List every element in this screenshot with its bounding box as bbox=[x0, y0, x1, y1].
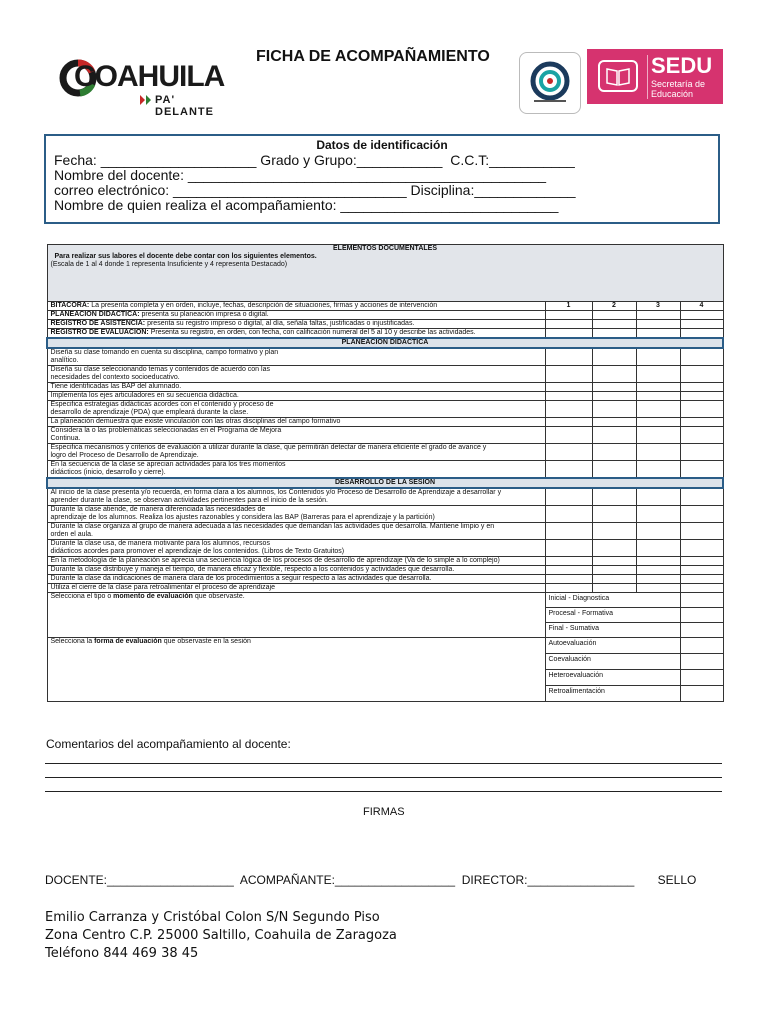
score-cell[interactable] bbox=[636, 523, 680, 540]
score-cell[interactable] bbox=[592, 329, 636, 339]
criterio-item: Durante la clase distribuye y maneja el tiempo, de manera eficaz y flexible, respecto a los contenidos y actividades que desarrolla. bbox=[47, 566, 545, 575]
scale-header: 2 bbox=[592, 302, 636, 311]
score-cell[interactable] bbox=[680, 383, 723, 392]
table-row bbox=[47, 392, 723, 401]
identification-box bbox=[44, 134, 720, 224]
criterio-item: Durante la clase da indicaciones de manera clara de los procedimientos a seguir respecto a las actividades que desarrolla. bbox=[47, 575, 545, 584]
planeacion-header: PLANEACIÓN DIDÁCTICA bbox=[47, 338, 723, 348]
sedu-logo bbox=[587, 49, 723, 104]
score-cell[interactable] bbox=[545, 506, 592, 523]
score-cell[interactable] bbox=[592, 401, 636, 418]
score-cell[interactable] bbox=[680, 506, 723, 523]
score-cell[interactable] bbox=[636, 557, 680, 566]
criterio-item: Especifica mecanismos y criterios de evaluación a utilizar durante la clase, que permitirán detectar de manera eficiente el grado de avance y logro del Proceso de Desarrollo de Aprendizaje. bbox=[47, 444, 545, 461]
score-cell[interactable] bbox=[592, 540, 636, 557]
criterio-item: Diseña su clase seleccionando temas y contenidos de acuerdo con las necesidades del contexto socioeducativo. bbox=[47, 366, 545, 383]
criterio-item: Implementa los ejes articuladores en su secuencia didáctica. bbox=[47, 392, 545, 401]
score-cell[interactable] bbox=[680, 523, 723, 540]
scale-header: 3 bbox=[636, 302, 680, 311]
criterio-item: Durante la clase organiza al grupo de manera adecuada a las necesidades que demandan las actividades que desarrolla. Mantiene limpio y en orden el aula. bbox=[47, 523, 545, 540]
address-line-1: Emilio Carranza y Cristóbal Colon S/N Segundo Piso bbox=[45, 910, 380, 925]
option-check-cell[interactable] bbox=[680, 593, 723, 608]
table-row bbox=[47, 593, 723, 608]
score-cell[interactable] bbox=[545, 444, 592, 461]
score-cell[interactable] bbox=[545, 311, 592, 320]
table-row bbox=[47, 638, 723, 654]
score-cell[interactable] bbox=[545, 418, 592, 427]
score-cell[interactable] bbox=[680, 584, 723, 593]
documentos-title: ELEMENTOS DOCUMENTALES bbox=[333, 245, 437, 252]
table-row bbox=[47, 418, 723, 427]
score-cell[interactable] bbox=[680, 566, 723, 575]
score-cell[interactable] bbox=[636, 506, 680, 523]
table-row bbox=[47, 348, 723, 366]
criterio-item: Tiene identificadas las BAP del alumnado. bbox=[47, 383, 545, 392]
score-cell[interactable] bbox=[636, 461, 680, 479]
score-cell[interactable] bbox=[636, 444, 680, 461]
score-cell[interactable] bbox=[592, 383, 636, 392]
table-row bbox=[47, 366, 723, 383]
score-cell[interactable] bbox=[545, 329, 592, 339]
book-icon bbox=[597, 59, 639, 95]
score-cell[interactable] bbox=[636, 320, 680, 329]
score-cell[interactable] bbox=[545, 557, 592, 566]
score-cell[interactable] bbox=[592, 320, 636, 329]
desarrollo-header: DESARROLLO DE LA SESIÓN bbox=[47, 478, 723, 488]
criterio-item: Al inicio de la clase presenta y/o recuerda, en forma clara a los alumnos, los Contenidos y/o Proceso de Desarrollo de Aprendizaje a desarrollar y aprender durante la clase, se observan actividades pertinentes para el inicio de la sesión. bbox=[47, 488, 545, 506]
score-cell[interactable] bbox=[545, 540, 592, 557]
comment-line[interactable] bbox=[45, 777, 722, 778]
score-cell[interactable] bbox=[592, 366, 636, 383]
score-cell[interactable] bbox=[545, 392, 592, 401]
table-row bbox=[47, 584, 723, 593]
score-cell[interactable] bbox=[592, 488, 636, 506]
evaluation-table bbox=[46, 244, 724, 702]
evaluation-option[interactable]: Coevaluación bbox=[545, 654, 680, 670]
desarrollo-header-row bbox=[47, 478, 723, 488]
score-cell[interactable] bbox=[592, 461, 636, 479]
documentos-subtitle: Para realizar sus labores el docente debe contar con los siguientes elementos. bbox=[54, 253, 317, 260]
score-cell[interactable] bbox=[680, 392, 723, 401]
documentos-header bbox=[47, 245, 723, 302]
momento-evaluacion-prompt: Selecciona el tipo o momento de evaluación que observaste. bbox=[47, 593, 545, 638]
score-cell[interactable] bbox=[592, 506, 636, 523]
table-row bbox=[47, 311, 723, 320]
table-row bbox=[47, 523, 723, 540]
signature-fields[interactable]: DOCENTE:___________________ ACOMPAÑANTE:__________________ DIRECTOR:________________ SELLO bbox=[45, 873, 697, 887]
evaluation-option[interactable]: Inicial - Diagnostica bbox=[545, 593, 680, 608]
score-cell[interactable] bbox=[680, 540, 723, 557]
score-cell[interactable] bbox=[680, 348, 723, 366]
logo-wordmark: COAHUILA bbox=[74, 60, 225, 93]
score-cell[interactable] bbox=[545, 584, 592, 593]
score-cell[interactable] bbox=[680, 418, 723, 427]
score-cell[interactable] bbox=[592, 392, 636, 401]
score-cell[interactable] bbox=[680, 401, 723, 418]
score-cell[interactable] bbox=[592, 348, 636, 366]
score-cell[interactable] bbox=[545, 401, 592, 418]
planeacion-header-row bbox=[47, 338, 723, 348]
score-cell[interactable] bbox=[680, 575, 723, 584]
documento-item: BITACORA: La presenta completa y en orden, incluye, fechas, descripción de situaciones, firmas y acciones de intervención bbox=[47, 302, 545, 311]
coahuila-logo bbox=[58, 58, 225, 118]
score-cell[interactable] bbox=[592, 557, 636, 566]
table-row bbox=[47, 401, 723, 418]
identification-heading: Datos de identificación bbox=[316, 138, 448, 152]
table-row bbox=[47, 540, 723, 557]
comment-line[interactable] bbox=[45, 791, 722, 792]
score-cell[interactable] bbox=[680, 329, 723, 339]
table-row bbox=[47, 566, 723, 575]
score-cell[interactable] bbox=[592, 444, 636, 461]
criterio-item: Especifica estrategias didácticas acordes con el contenido y proceso de desarrollo de aprendizaje (PDA) que empleará durante la clase. bbox=[47, 401, 545, 418]
table-row bbox=[47, 461, 723, 479]
score-cell[interactable] bbox=[636, 488, 680, 506]
criterio-item: Considera la o las problemáticas seleccionadas en el Programa de Mejora Continua. bbox=[47, 427, 545, 444]
documento-item: PLANEACIÓN DIDÁCTICA: presenta su planeación impresa o digital. bbox=[47, 311, 545, 320]
score-cell[interactable] bbox=[545, 427, 592, 444]
score-cell[interactable] bbox=[636, 427, 680, 444]
school-seal bbox=[519, 52, 581, 114]
score-cell[interactable] bbox=[680, 311, 723, 320]
scale-note: (Escala de 1 al 4 donde 1 representa Insuficiente y 4 representa Destacado) bbox=[50, 261, 288, 268]
score-cell[interactable] bbox=[636, 566, 680, 575]
table-row bbox=[47, 320, 723, 329]
address-line-2: Zona Centro C.P. 25000 Saltillo, Coahuila de Zaragoza bbox=[45, 928, 397, 943]
score-cell[interactable] bbox=[680, 461, 723, 479]
scale-header: 4 bbox=[680, 302, 723, 311]
score-cell[interactable] bbox=[680, 366, 723, 383]
table-row bbox=[47, 575, 723, 584]
score-cell[interactable] bbox=[636, 584, 680, 593]
option-check-cell[interactable] bbox=[680, 654, 723, 670]
score-cell[interactable] bbox=[545, 566, 592, 575]
score-cell[interactable] bbox=[636, 348, 680, 366]
evaluation-option[interactable]: Retroalimentación bbox=[545, 686, 680, 702]
score-cell[interactable] bbox=[680, 427, 723, 444]
criterio-item: Utiliza el cierre de la clase para retroalimentar el proceso de aprendizaje bbox=[47, 584, 545, 593]
option-check-cell[interactable] bbox=[680, 670, 723, 686]
option-check-cell[interactable] bbox=[680, 623, 723, 638]
score-cell[interactable] bbox=[592, 427, 636, 444]
option-check-cell[interactable] bbox=[680, 686, 723, 702]
firmas-heading: FIRMAS bbox=[363, 806, 405, 818]
field-correo-disciplina[interactable]: correo electrónico: ______________________________ Disciplina:_____________ bbox=[54, 182, 576, 198]
score-cell[interactable] bbox=[680, 557, 723, 566]
criterio-item: Durante la clase atiende, de manera diferenciada las necesidades de aprendizaje de los alumnos. Realiza los ajustes razonables y considera las BAP (Barreras para el aprendizaje y la partición) bbox=[47, 506, 545, 523]
documento-item: REGISTRO DE EVALUACIÓN: Presenta su registro, en orden, con fecha, con calificación numeral del 5 al 10 y describe las actividades. bbox=[47, 329, 545, 339]
seal-emblem-icon bbox=[520, 53, 580, 113]
page-title: FICHA DE ACOMPAÑAMIENTO bbox=[256, 48, 490, 65]
score-cell[interactable] bbox=[636, 418, 680, 427]
score-cell[interactable] bbox=[636, 311, 680, 320]
score-cell[interactable] bbox=[680, 444, 723, 461]
forma-evaluacion-prompt: Selecciona la forma de evaluación que observaste en la sesión bbox=[47, 638, 545, 702]
table-row bbox=[47, 557, 723, 566]
score-cell[interactable] bbox=[592, 418, 636, 427]
score-cell[interactable] bbox=[545, 348, 592, 366]
address-line-3: Teléfono 844 469 38 45 bbox=[45, 946, 199, 961]
score-cell[interactable] bbox=[545, 523, 592, 540]
score-cell[interactable] bbox=[680, 488, 723, 506]
field-nombre-acompanante[interactable]: Nombre de quien realiza el acompañamiento: ____________________________ bbox=[54, 197, 559, 213]
score-cell[interactable] bbox=[636, 575, 680, 584]
sedu-subtitle-2: Educación bbox=[651, 89, 694, 99]
score-cell[interactable] bbox=[636, 383, 680, 392]
table-row bbox=[47, 488, 723, 506]
logo-tagline: PA' DELANTE bbox=[155, 94, 214, 118]
comment-line[interactable] bbox=[45, 763, 722, 764]
score-cell[interactable] bbox=[592, 575, 636, 584]
evaluation-option[interactable]: Procesal - Formativa bbox=[545, 608, 680, 623]
field-fecha-grado-cct[interactable]: Fecha: ____________________ Grado y Grupo:___________ C.C.T:___________ bbox=[54, 152, 575, 168]
evaluation-option[interactable]: Final - Sumativa bbox=[545, 623, 680, 638]
criterio-item: Durante la clase usa, de manera motivante para los alumnos, recursos didácticos acordes para promover el aprendizaje de los contenidos. (Libros de Texto Gratuitos) bbox=[47, 540, 545, 557]
score-cell[interactable] bbox=[545, 575, 592, 584]
scale-header: 1 bbox=[545, 302, 592, 311]
score-cell[interactable] bbox=[545, 320, 592, 329]
criterio-item: La planeación demuestra que existe vinculación con las otras disciplinas del campo formativo bbox=[47, 418, 545, 427]
score-cell[interactable] bbox=[680, 320, 723, 329]
score-cell[interactable] bbox=[636, 392, 680, 401]
table-row bbox=[47, 302, 723, 311]
documento-item: REGISTRO DE ASISTENCIA: presenta su registro impreso o digital, al día, señala faltas, justificadas o injustificadas. bbox=[47, 320, 545, 329]
score-cell[interactable] bbox=[636, 401, 680, 418]
table-row bbox=[47, 506, 723, 523]
option-check-cell[interactable] bbox=[680, 638, 723, 654]
documentos-header-row bbox=[47, 245, 723, 302]
table-row bbox=[47, 329, 723, 339]
score-cell[interactable] bbox=[592, 584, 636, 593]
score-cell[interactable] bbox=[592, 311, 636, 320]
evaluation-option[interactable]: Autoevaluación bbox=[545, 638, 680, 654]
table-row bbox=[47, 444, 723, 461]
score-cell[interactable] bbox=[545, 461, 592, 479]
criterio-item: En la secuencia de la clase se aprecian actividades para los tres momentos didácticos (inicio, desarrollo y cierre). bbox=[47, 461, 545, 479]
evaluation-option[interactable]: Heteroevaluación bbox=[545, 670, 680, 686]
option-check-cell[interactable] bbox=[680, 608, 723, 623]
sedu-name: SEDU bbox=[651, 53, 713, 78]
criterio-item: En la metodología de la planeación se aprecia una secuencia lógica de los procesos de desarrollo de aprendizaje (Va de lo simple a lo complejo) bbox=[47, 557, 545, 566]
field-nombre-docente[interactable]: Nombre del docente: ______________________________________________ bbox=[54, 167, 547, 183]
score-cell[interactable] bbox=[636, 540, 680, 557]
score-cell[interactable] bbox=[545, 366, 592, 383]
chevron-right-icon bbox=[140, 95, 154, 105]
score-cell[interactable] bbox=[636, 329, 680, 339]
comments-label: Comentarios del acompañamiento al docente: bbox=[46, 737, 291, 751]
table-row bbox=[47, 427, 723, 444]
score-cell[interactable] bbox=[636, 366, 680, 383]
score-cell[interactable] bbox=[592, 523, 636, 540]
score-cell[interactable] bbox=[545, 488, 592, 506]
score-cell[interactable] bbox=[592, 566, 636, 575]
score-cell[interactable] bbox=[545, 383, 592, 392]
table-row bbox=[47, 383, 723, 392]
sedu-subtitle-1: Secretaría de bbox=[651, 79, 706, 89]
criterio-item: Diseña su clase tomando en cuenta su disciplina, campo formativo y plan analítico. bbox=[47, 348, 545, 366]
